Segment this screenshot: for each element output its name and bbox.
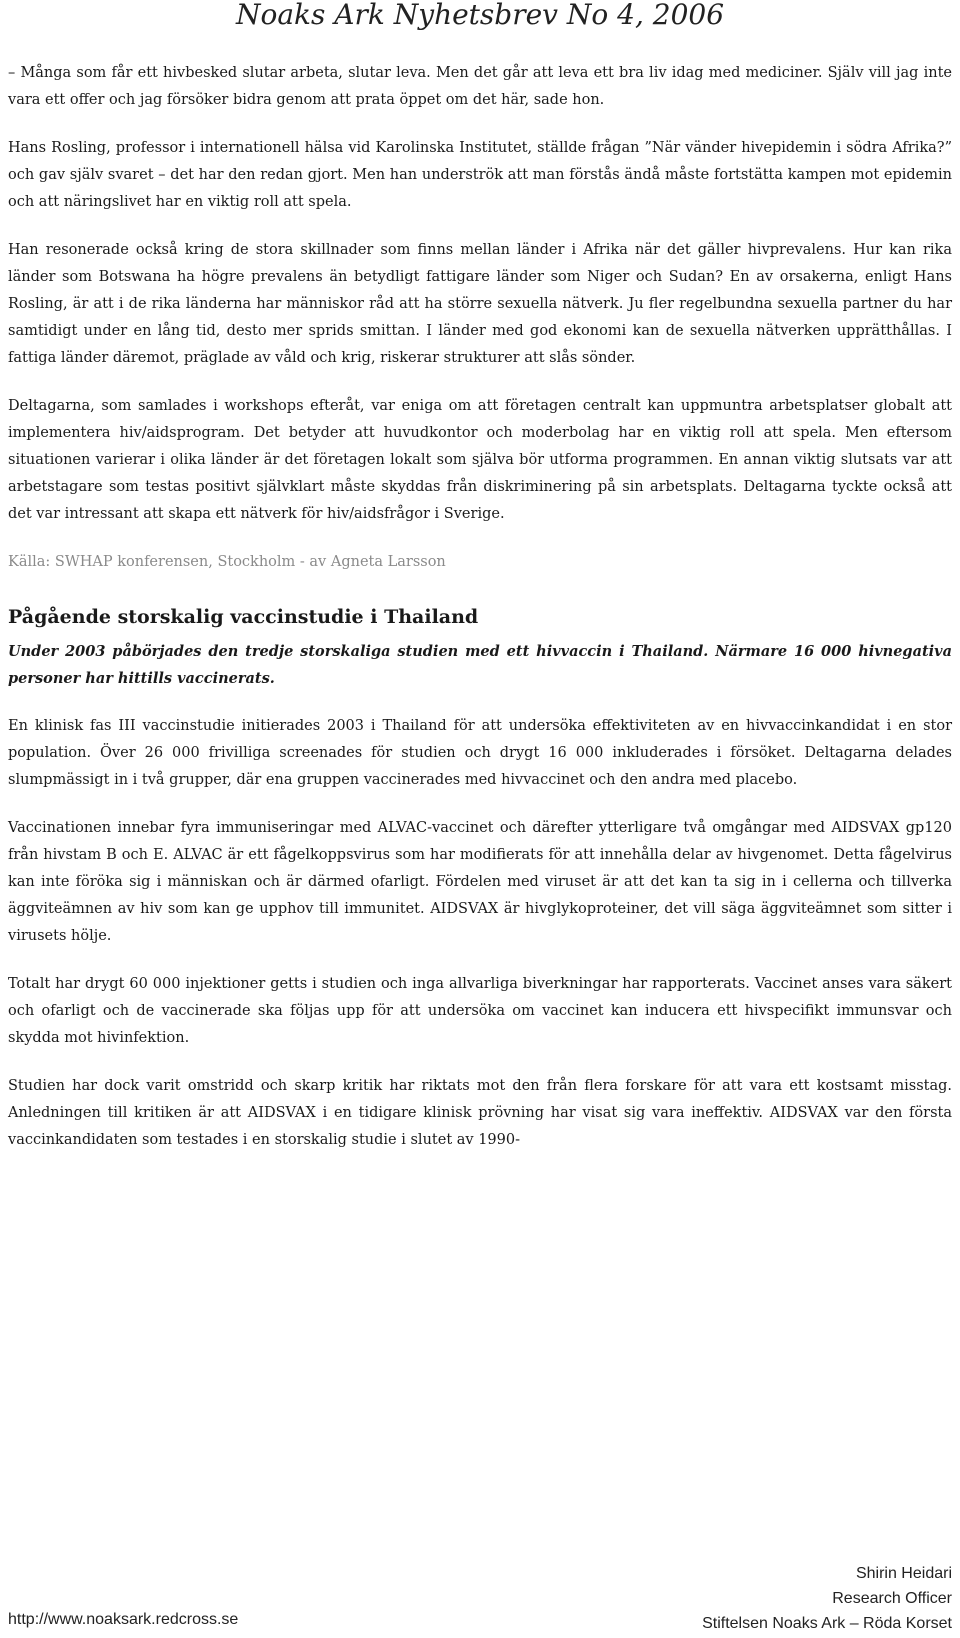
section-lead: Under 2003 påbörjades den tredje storskaliga studien med ett hivvaccin i Thailand. Närmare 16 000 hivnegativa personer har hittills vaccinerats. (8, 643, 952, 687)
paragraph-workshops: Deltagarna, som samlades i workshops efteråt, var eniga om att företagen centralt kan uppmuntra arbetsplatser globalt att implementera hiv/aidsprogram. Det betyder att huvudkontor och moderbolag har en viktig roll att spela. Men eftersom situationen varierar i olika länder är det företagen lokalt som själva bör utforma programmen. En annan viktig slutsats var att arbetstagare som testas positivt självklart måste skyddas från diskriminering på sin arbetsplats. Deltagarna tyckte också att det var intressant att skapa ett nätverk för hiv/aidsfrågor i Sverige. (8, 398, 952, 522)
paragraph-trial-intro: En klinisk fas III vaccinstudie initierades 2003 i Thailand för att undersöka effektiviteten av en hivvaccinkandidat i en stor population. Över 26 000 frivilliga screenades för studien och drygt 16 000 inkluderades i försöket. Deltagarna delades slumpmässigt in i två grupper, där ena gruppen vaccinerades med hivvaccinet och den andra med placebo. (8, 718, 952, 788)
newsletter-title: Noaks Ark Nyhetsbrev No 4, 2006 (235, 0, 725, 31)
author-role: Research Officer (832, 1590, 952, 1607)
paragraph-rosling: Hans Rosling, professor i internationell hälsa vid Karolinska Institutet, ställde frågan ”När vänder hivepidemin i södra Afrika?” och gav själv svaret – det har den redan gjort. Men han underströk att man förstås ändå måste fortstätta kampen mot epidemin och att näringslivet har en viktig roll att spela. (8, 140, 952, 210)
article-body (8, 60, 952, 1154)
section-heading: Pågående storskalig vaccinstudie i Thailand (8, 606, 479, 628)
author-name: Shirin Heidari (855, 1565, 952, 1582)
paragraph-quote: – Många som får ett hivbesked slutar arbeta, slutar leva. Men det går att leva ett bra liv idag med mediciner. Själv vill jag inte vara ett offer och jag försöker bidra genom att prata öppet om det här, sade hon. (8, 65, 952, 108)
paragraph-vaccination: Vaccinationen innebar fyra immuniseringar med ALVAC-vaccinet och därefter ytterligare två omgångar med AIDSVAX gp120 från hivstam B och E. ALVAC är ett fågelkoppsvirus som har modifierats för att innehålla delar av hivgenomet. Detta fågelvirus kan inte föröka sig i människan och är därmed ofarligt. Fördelen med viruset är att det kan ta sig in i cellerna och tillverka äggviteämnen av hiv som kan ge upphov till immunitet. AIDSVAX är hivglykoproteiner, det vill säga äggviteämnet som sitter i virusets hölje. (8, 820, 952, 944)
website-link[interactable]: http://www.noaksark.redcross.se (8, 1611, 239, 1628)
paragraph-prevalence: Han resonerade också kring de stora skillnader som finns mellan länder i Afrika när det gäller hivprevalens. Hur kan rika länder som Botswana ha högre prevalens än betydligt fattigare länder som Niger och Sudan? En av orsakerna, enligt Hans Rosling, är att i de rika länderna har människor råd att ha större sexuella nätverk. Ju fler regelbundna sexuella partner du har samtidigt under en lång tid, desto mer sprids smittan. I länder med god ekonomi kan de sexuella nätverken upprätthållas. I fattiga länder däremot, präglade av våld och krig, riskerar strukturer att slås sönder. (8, 242, 952, 366)
paragraph-criticism: Studien har dock varit omstridd och skarp kritik har riktats mot den från flera forskare för att vara ett kostsamt misstag. Anledningen till kritiken är att AIDSVAX i en tidigare klinisk prövning har visat sig vara ineffektiv. AIDSVAX var den första vaccinkandidaten som testades i en storskalig studie i slutet av 1990- (8, 1078, 952, 1148)
paragraph-injections: Totalt har drygt 60 000 injektioner getts i studien och inga allvarliga biverkningar har rapporterats. Vaccinet anses vara säkert och ofarligt och de vaccinerade ska följas upp för att undersöka om vaccinet kan inducera ett hivspecifikt immunsvar och skydda mot hivinfektion. (8, 976, 952, 1046)
author-signature (702, 1561, 952, 1636)
organization-name: Stiftelsen Noaks Ark – Röda Korset (702, 1615, 952, 1632)
source-note: Källa: SWHAP konferensen, Stockholm - av Agneta Larsson (8, 554, 446, 570)
